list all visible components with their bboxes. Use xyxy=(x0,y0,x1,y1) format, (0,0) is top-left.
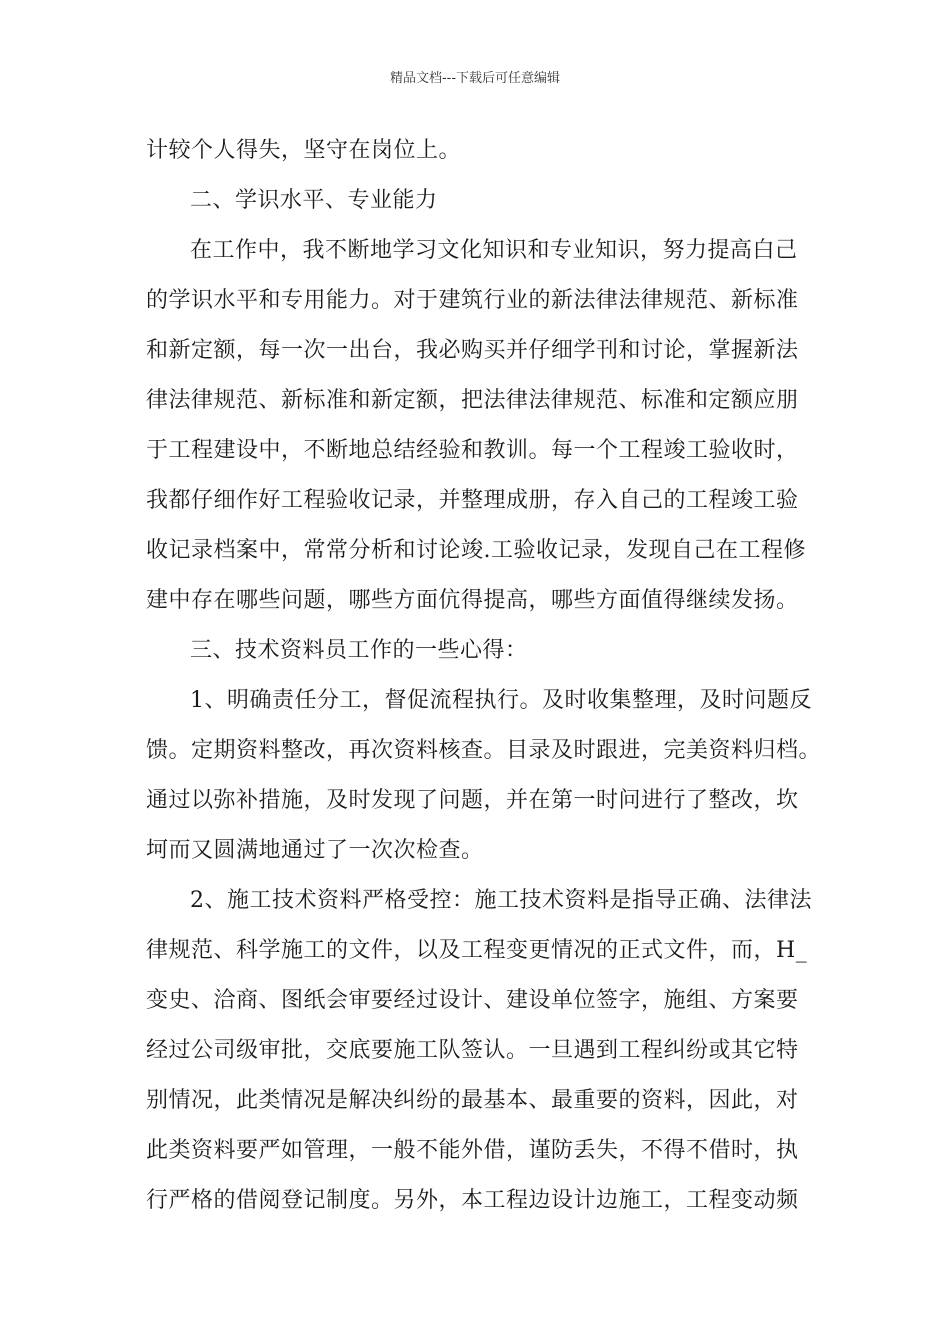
body-line: 律法律规范、新标准和新定额，把法律法律规范、标准和定额应朋 xyxy=(146,388,799,413)
body-line: 通过以弥补措施，及时发现了问题，并在第一时问进行了整改，坎 xyxy=(146,788,799,813)
paragraph-first-line: 在工作中，我不断地学习文化知识和专业知识，努力提高白己 xyxy=(190,238,798,263)
body-line: 此类资料要严如管理，一般不能外借，谨防丢失，不得不借时，执 xyxy=(146,1138,799,1163)
body-line: 坷而又圆满地通过了一次次检查。 xyxy=(146,838,484,863)
body-line: 建中存在哪些问题，哪些方面伉得提高，哪些方面值得继续发扬。 xyxy=(146,588,799,613)
paragraph-first-line: 2、施工技术资料严格受控：施工技术资料是指导正确、法律法 xyxy=(190,888,812,913)
section-heading: 二、学识水平、专业能力 xyxy=(190,188,438,213)
body-line: 别情况，此类情况是解决纠纷的最基本、最重要的资料，因此，对 xyxy=(146,1088,799,1113)
paragraph-first-line: 1、明确责任分工，督促流程执行。及时收集整理，及时问题反 xyxy=(190,688,812,713)
body-line: 行严格的借阅登记制度。另外，本工程边设计边施工，工程变动频 xyxy=(146,1188,799,1213)
body-line: 律规范、科学施工的文件，以及工程变更情况的正式文件，而，H_ xyxy=(146,938,808,963)
body-line: 收记录档案中，常常分析和讨论竣.工验收记录，发现自己在工程修 xyxy=(146,538,806,563)
body-line: 变史、洽商、图纸会审要经过设计、建设单位签字，施组、方案要 xyxy=(146,988,799,1013)
body-line: 经过公司级审批，交底要施工队签认。一旦遇到工程纠纷或其它特 xyxy=(146,1038,799,1063)
section-heading: 三、技术资料员工作的一些心得： xyxy=(190,638,528,663)
body-line: 馈。定期资料整改，再次资料核查。目录及时跟进，完美资料归档。 xyxy=(146,738,822,763)
body-line: 和新定额，每一次一出台，我必购买并仔细学刊和讨论，掌握新法 xyxy=(146,338,799,363)
body-line: 我都仔细作好工程验收记录，并整理成册，存入自己的工程竣工验 xyxy=(146,488,799,513)
page-header: 精品文档---下载后可任意编辑 xyxy=(389,71,561,86)
body-line: 的学识水平和专用能力。对于建筑行业的新法律法律规范、新标准 xyxy=(146,288,799,313)
body-line: 于工程建设中，不断地总结经验和教训。每一个工程竣工验收时， xyxy=(146,438,799,463)
body-line: 计较个人得失，坚守在岗位上。 xyxy=(146,138,462,163)
